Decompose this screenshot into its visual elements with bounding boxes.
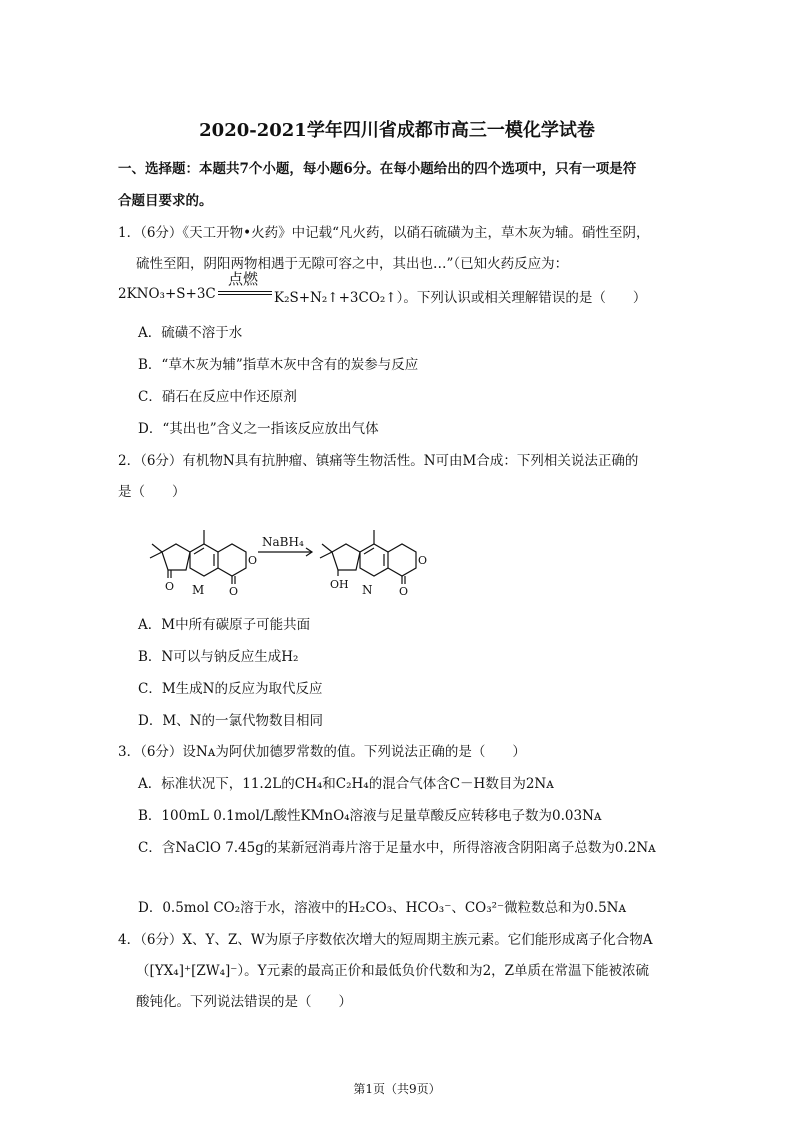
q3-option-a: A．标准状况下，11.2L的CH₄和C₂H₄的混合气体含C－H数目为2Nᴀ (138, 776, 554, 792)
m-lactone-o-label: O (229, 585, 239, 598)
m-ketone-o-label: O (165, 580, 175, 593)
q2-option-a: A．M中所有碳原子可能共面 (138, 617, 311, 633)
section-heading-line2: 合题目要求的。 (118, 193, 213, 209)
q1-option-b: B．“草木灰为辅”指草木灰中含有的炭参与反应 (138, 357, 419, 373)
q1-equation-equals-bar-bottom (218, 294, 272, 295)
molecule-n-label: N (362, 583, 373, 597)
section-heading-line1: 一、选择题：本题共7个小题，每小题6分。在每小题给出的四个选项中，只有一项是符 (118, 161, 637, 177)
q4-stem-line3: 酸钝化。下列说法错误的是（ ） (136, 994, 352, 1010)
q1-option-a: A．硫磺不溶于水 (138, 325, 243, 341)
molecule-m-label: M (192, 583, 205, 597)
q2-stem-line2: 是（ ） (118, 484, 186, 500)
q1-option-d: D．“其出也”含义之一指该反应放出气体 (138, 421, 379, 437)
q3-option-b: B．100mL 0.1mol/L酸性KMnO₄溶液与足量草酸反应转移电子数为0.03Nᴀ (138, 808, 602, 824)
n-oh-label: OH (330, 578, 349, 591)
q3-option-c: C．含NaClO 7.45g的某新冠消毒片溶于足量水中，所得溶液含阴阳离子总数为0.2Nᴀ (138, 840, 656, 856)
n-ring-o-label: O (418, 554, 428, 567)
q2-reaction-diagram (140, 508, 440, 598)
q2-stem-line1: 2．（6分）有机物N具有抗肿瘤、镇痛等生物活性。N可由M合成：下列相关说法正确的 (118, 453, 639, 469)
q1-option-c: C．硝石在反应中作还原剂 (138, 389, 297, 405)
page-footer: 第1页（共9页） (353, 1082, 441, 1096)
n-lactone-o-label: O (399, 585, 409, 598)
m-ring-o-label: O (248, 554, 258, 567)
q2-option-c: C．M生成N的反应为取代反应 (138, 681, 323, 697)
q2-option-b: B．N可以与钠反应生成H₂ (138, 649, 299, 665)
q4-stem-line1: 4．（6分）X、Y、Z、W为原子序数依次增大的短周期主族元素。它们能形成离子化合物A (118, 932, 653, 948)
q1-equation-left: 2KNO₃+S+3C (118, 286, 216, 302)
q1-equation-right: K₂S+N₂↑+3CO₂↑）。下列认识或相关理解错误的是（ ） (274, 290, 647, 306)
q1-stem-line2: 硫性至阳，阴阳两物相遇于无隙可容之中，其出也…”（已知火药反应为： (136, 256, 569, 272)
q1-equation-condition: 点燃 (228, 270, 259, 288)
q1-equation-equals-bar-top (218, 291, 272, 292)
q2-reagent-label: NaBH₄ (262, 535, 304, 549)
q1-stem-line1: 1．（6分）《天工开物•火药》中记载“凡火药，以硝石硫磺为主，草木灰为辅。硝性至阴， (118, 225, 650, 241)
q3-option-d: D．0.5mol CO₂溶于水，溶液中的H₂CO₃、HCO₃⁻、CO₃²⁻微粒数总和为0.5Nᴀ (138, 900, 627, 916)
q4-stem-line2: （[YX₄]⁺[ZW₄]⁻）。Y元素的最高正价和最低负价代数和为2，Z单质在常温下能被浓硫 (136, 963, 650, 979)
q2-option-d: D．M、N的一氯代物数目相同 (138, 713, 323, 729)
q3-stem: 3．（6分）设Nᴀ为阿伏加德罗常数的值。下列说法正确的是（ ） (118, 744, 526, 760)
page-title: 2020-2021学年四川省成都市高三一模化学试卷 (199, 120, 595, 141)
